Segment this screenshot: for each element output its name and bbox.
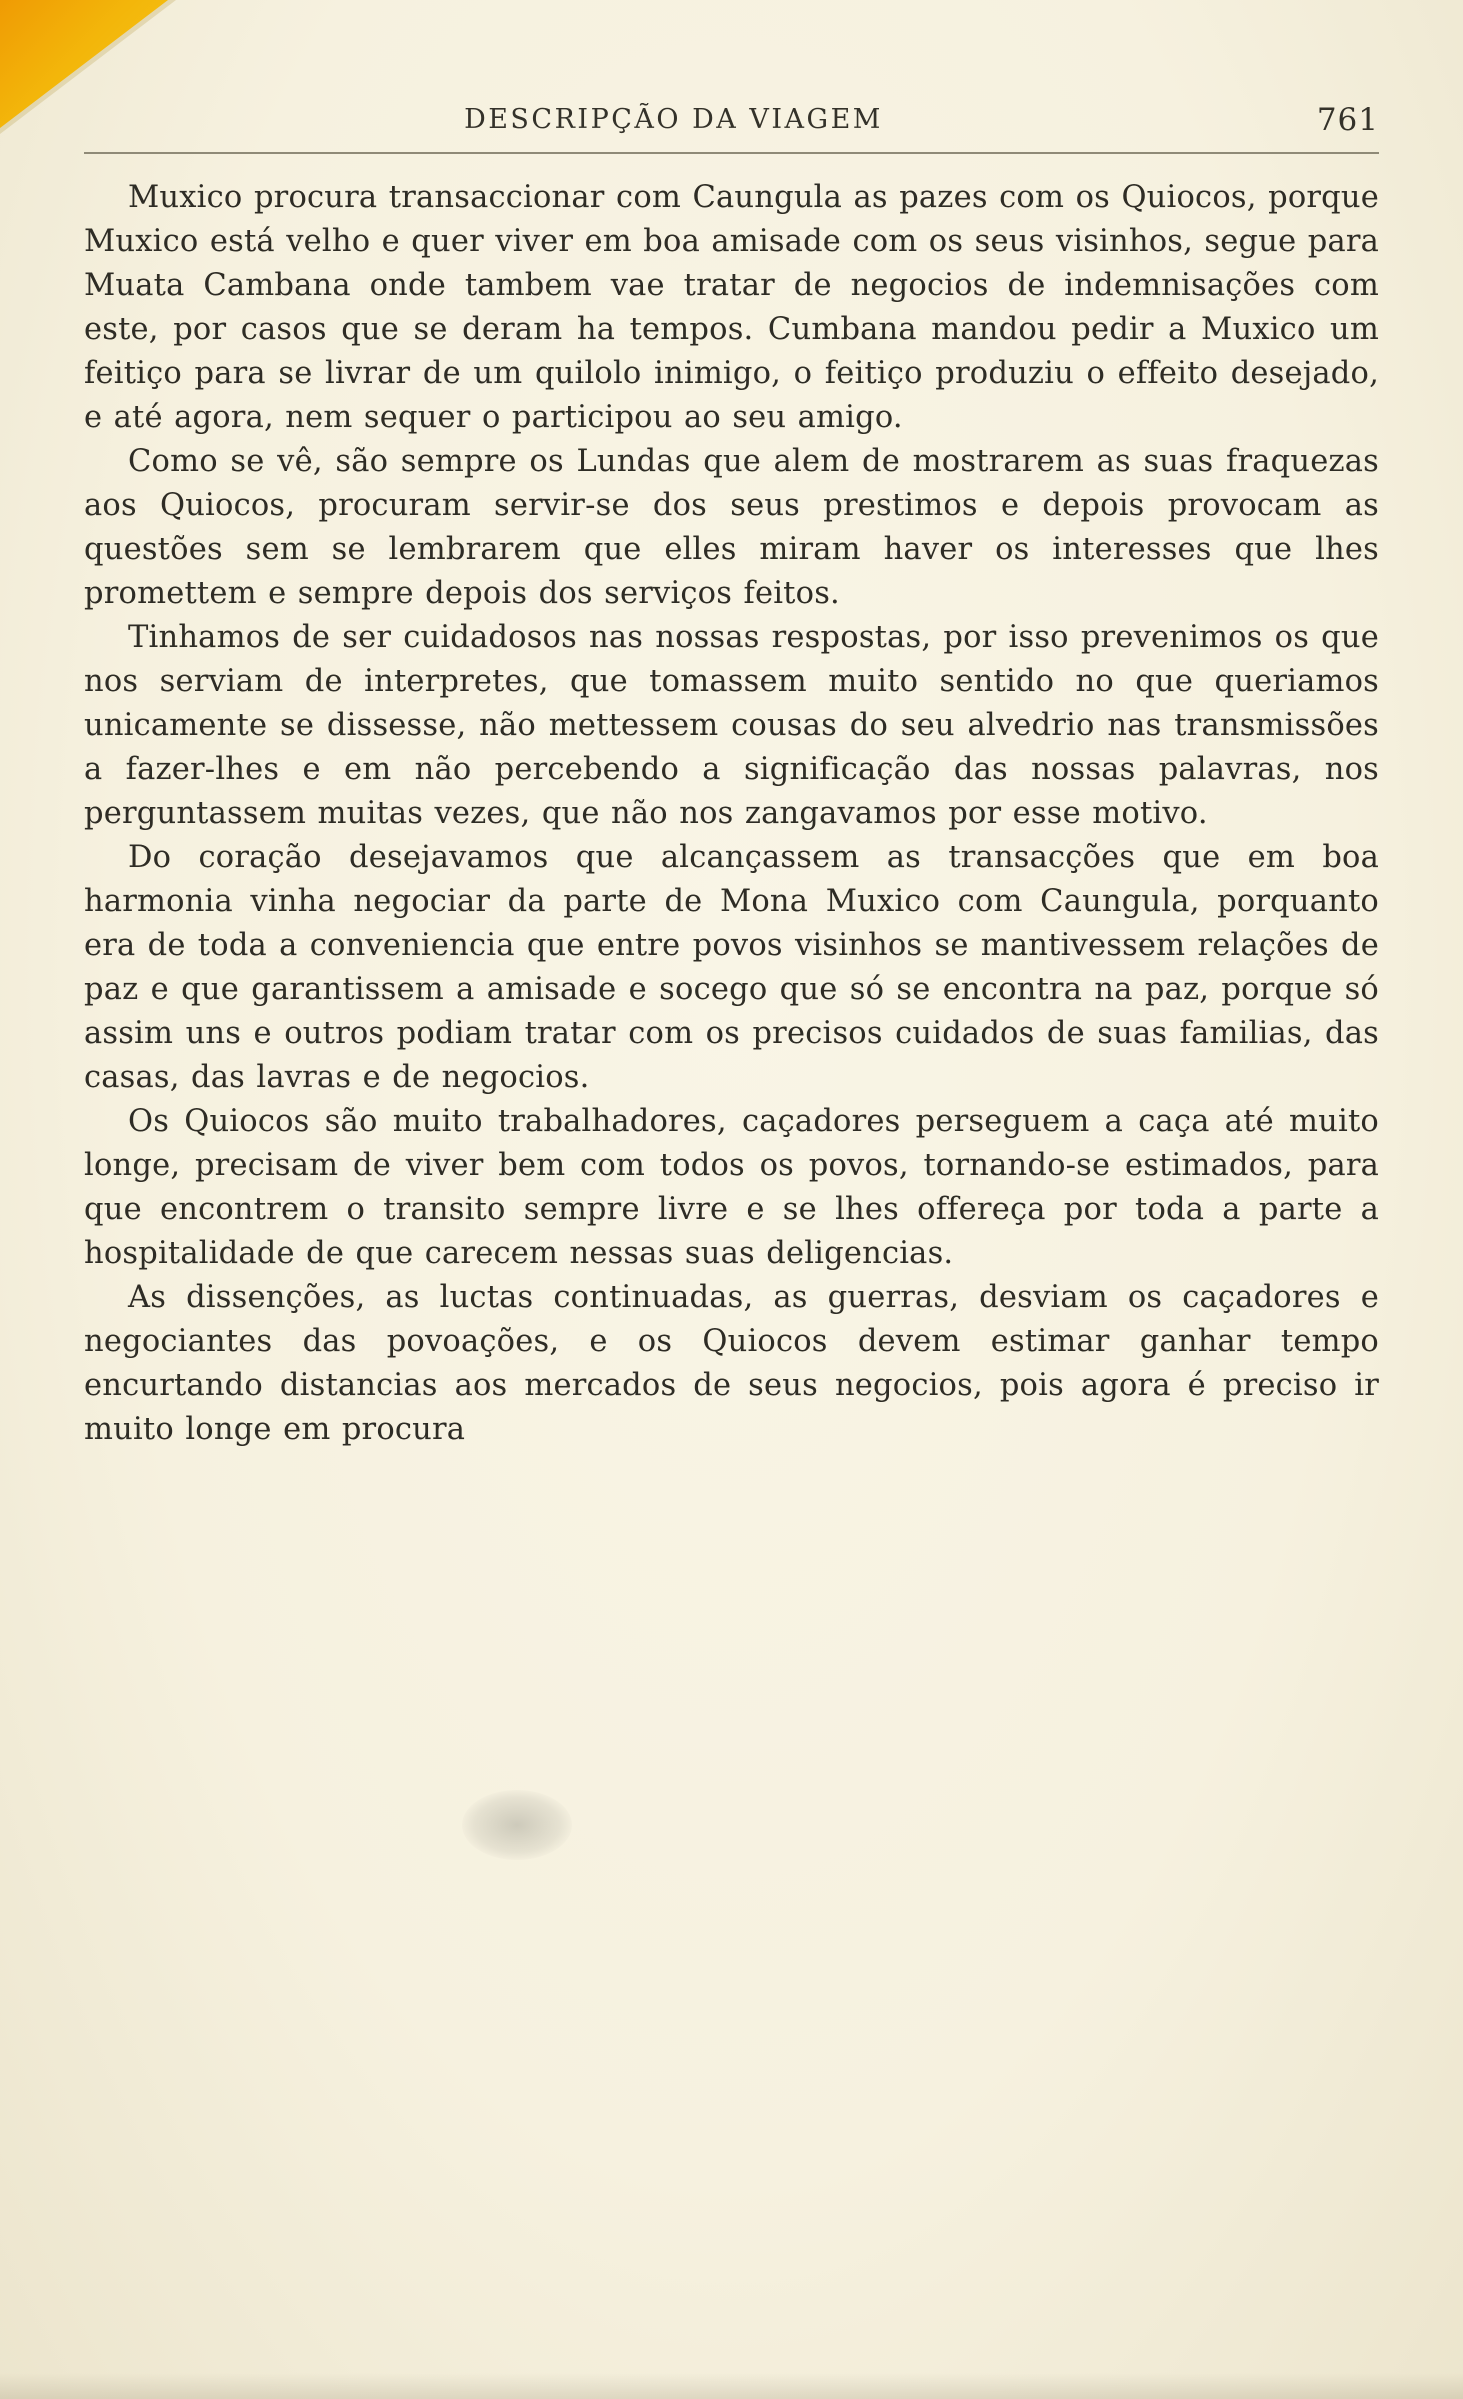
paragraph: Do coração desejavamos que alcançassem as transacções que em boa harmonia vinha negociar da parte de Mona Muxico com Caungula, porquanto era de toda a conveniencia que entre povos visinhos se mantivessem relações de paz e que garantissem a amisade e socego que só se encontra na paz, porque só assim uns e outros podiam tratar com os precisos cuidados de suas familias, das casas, das lavras e de negocios.	[84, 840, 1379, 1095]
paragraph: Como se vê, são sempre os Lundas que alem de mostrarem as suas fraquezas aos Quiocos, procuram servir-se dos seus prestimos e depois provocam as questões sem se lembrarem que elles miram haver os interesses que lhes promettem e sempre depois dos serviços feitos.	[84, 444, 1379, 611]
page-number: 761	[1316, 102, 1379, 138]
paragraph: As dissenções, as luctas continuadas, as guerras, desviam os caçadores e negociantes das povoações, e os Quiocos devem estimar ganhar tempo encurtando distancias aos mercados de seus negocios, pois agora é preciso ir muito longe em procura	[84, 1280, 1379, 1447]
body-text	[84, 176, 1379, 1452]
header-title: DESCRIPÇÃO DA VIAGEM	[464, 104, 883, 135]
running-header	[84, 104, 1379, 144]
header-divider	[84, 152, 1379, 154]
scan-smudge	[462, 1790, 572, 1860]
scan-edge-shadow	[0, 2373, 1463, 2399]
paragraph: Tinhamos de ser cuidadosos nas nossas respostas, por isso prevenimos os que nos serviam de interpretes, que tomassem muito sentido no que queriamos unicamente se dissesse, não mettessem cousas do seu alvedrio nas transmissões a fazer-lhes e em não percebendo a significação das nossas palavras, nos perguntassem muitas vezes, que não nos zangavamos por esse motivo.	[84, 620, 1379, 831]
paragraph: Os Quiocos são muito trabalhadores, caçadores perseguem a caça até muito longe, precisam de viver bem com todos os povos, tornando-se estimados, para que encontrem o transito sempre livre e se lhes offereça por toda a parte a hospitalidade de que carecem nessas suas deligencias.	[84, 1104, 1379, 1271]
paragraph: Muxico procura transaccionar com Caungula as pazes com os Quiocos, porque Muxico está velho e quer viver em boa amisade com os seus visinhos, segue para Muata Cambana onde tambem vae tratar de negocios de indemnisações com este, por casos que se deram ha tempos. Cumbana mandou pedir a Muxico um feitiço para se livrar de um quilolo inimigo, o feitiço produziu o effeito desejado, e até agora, nem sequer o participou ao seu amigo.	[84, 180, 1379, 435]
